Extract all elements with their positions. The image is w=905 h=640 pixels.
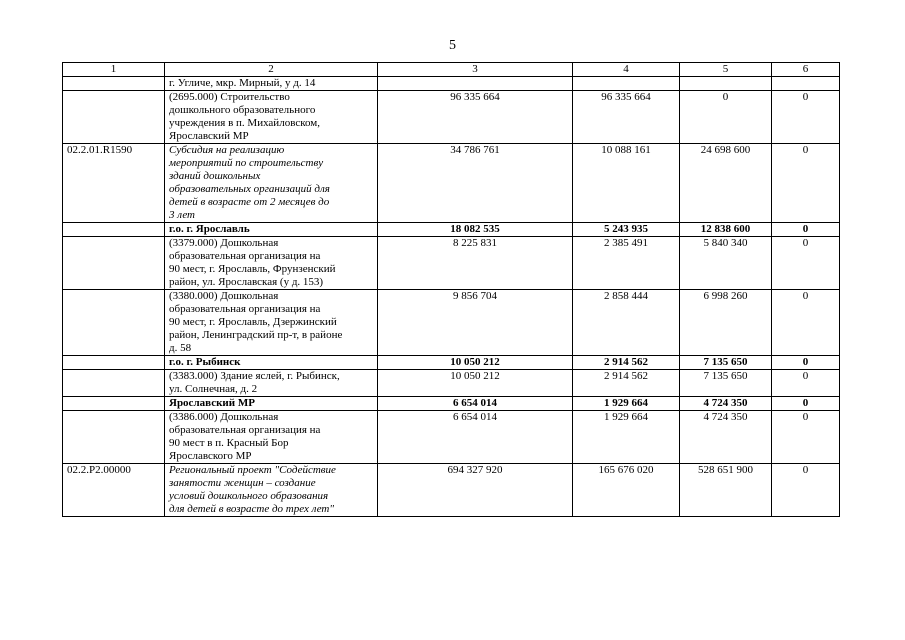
table-row: [63, 144, 840, 223]
description-cell: Региональный проект "Содействие занятости женщин – создание условий дошкольного образования для детей в возрасте до трех лет": [165, 464, 378, 517]
column-header: 6: [772, 63, 840, 77]
amount-regional-cell: 96 335 664: [573, 91, 680, 144]
code-cell: [63, 223, 165, 237]
budget-table: [62, 62, 840, 517]
code-cell: [63, 370, 165, 397]
amount-federal-cell: [680, 77, 772, 91]
amount-total-cell: 9 856 704: [378, 290, 573, 356]
amount-total-cell: 10 050 212: [378, 356, 573, 370]
amount-other-cell: 0: [772, 91, 840, 144]
table-row: [63, 77, 840, 91]
page-number: 5: [449, 38, 456, 53]
amount-federal-cell: 7 135 650: [680, 370, 772, 397]
amount-federal-cell: 6 998 260: [680, 290, 772, 356]
amount-other-cell: [772, 77, 840, 91]
amount-regional-cell: [573, 77, 680, 91]
table-row: [63, 223, 840, 237]
amount-other-cell: 0: [772, 237, 840, 290]
amount-total-cell: [378, 77, 573, 91]
description-cell: (3380.000) Дошкольная образовательная организация на 90 мест, г. Ярославль, Дзержинский район, Ленинградский пр-т, в районе д. 58: [165, 290, 378, 356]
amount-federal-cell: 528 651 900: [680, 464, 772, 517]
code-cell: 02.2.P2.00000: [63, 464, 165, 517]
amount-total-cell: 10 050 212: [378, 370, 573, 397]
amount-total-cell: 8 225 831: [378, 237, 573, 290]
amount-regional-cell: 1 929 664: [573, 397, 680, 411]
table-row: [63, 91, 840, 144]
amount-other-cell: 0: [772, 411, 840, 464]
amount-regional-cell: 2 914 562: [573, 370, 680, 397]
table-row: [63, 237, 840, 290]
amount-other-cell: 0: [772, 356, 840, 370]
amount-other-cell: 0: [772, 464, 840, 517]
description-cell: г.о. г. Рыбинск: [165, 356, 378, 370]
column-header: 3: [378, 63, 573, 77]
amount-total-cell: 6 654 014: [378, 411, 573, 464]
amount-federal-cell: 12 838 600: [680, 223, 772, 237]
amount-federal-cell: 7 135 650: [680, 356, 772, 370]
description-cell: г. Угличе, мкр. Мирный, у д. 14: [165, 77, 378, 91]
table-header-row: [63, 63, 840, 77]
code-cell: [63, 91, 165, 144]
amount-regional-cell: 5 243 935: [573, 223, 680, 237]
amount-federal-cell: 5 840 340: [680, 237, 772, 290]
amount-regional-cell: 2 914 562: [573, 356, 680, 370]
column-header: 4: [573, 63, 680, 77]
column-header: 1: [63, 63, 165, 77]
column-header: 2: [165, 63, 378, 77]
amount-regional-cell: 2 858 444: [573, 290, 680, 356]
code-cell: [63, 397, 165, 411]
description-cell: (3383.000) Здание яслей, г. Рыбинск, ул. Солнечная, д. 2: [165, 370, 378, 397]
code-cell: 02.2.01.R1590: [63, 144, 165, 223]
amount-other-cell: 0: [772, 223, 840, 237]
amount-federal-cell: 24 698 600: [680, 144, 772, 223]
amount-total-cell: 694 327 920: [378, 464, 573, 517]
amount-regional-cell: 2 385 491: [573, 237, 680, 290]
table-row: [63, 356, 840, 370]
table-row: [63, 397, 840, 411]
table-row: [63, 411, 840, 464]
amount-federal-cell: 4 724 350: [680, 397, 772, 411]
code-cell: [63, 77, 165, 91]
amount-total-cell: 34 786 761: [378, 144, 573, 223]
code-cell: [63, 411, 165, 464]
code-cell: [63, 356, 165, 370]
amount-other-cell: 0: [772, 144, 840, 223]
amount-total-cell: 6 654 014: [378, 397, 573, 411]
amount-other-cell: 0: [772, 290, 840, 356]
amount-federal-cell: 0: [680, 91, 772, 144]
amount-regional-cell: 165 676 020: [573, 464, 680, 517]
description-cell: (3379.000) Дошкольная образовательная организация на 90 мест, г. Ярославль, Фрунзенский район, ул. Ярославская (у д. 153): [165, 237, 378, 290]
description-cell: г.о. г. Ярославль: [165, 223, 378, 237]
amount-total-cell: 96 335 664: [378, 91, 573, 144]
amount-federal-cell: 4 724 350: [680, 411, 772, 464]
amount-total-cell: 18 082 535: [378, 223, 573, 237]
table-row: [63, 290, 840, 356]
amount-regional-cell: 1 929 664: [573, 411, 680, 464]
table-row: [63, 370, 840, 397]
description-cell: (2695.000) Строительство дошкольного образовательного учреждения в п. Михайловском, Ярославский МР: [165, 91, 378, 144]
description-cell: Ярославский МР: [165, 397, 378, 411]
amount-other-cell: 0: [772, 397, 840, 411]
description-cell: (3386.000) Дошкольная образовательная организация на 90 мест в п. Красный Бор Ярославского МР: [165, 411, 378, 464]
table-row: [63, 464, 840, 517]
code-cell: [63, 237, 165, 290]
amount-regional-cell: 10 088 161: [573, 144, 680, 223]
amount-other-cell: 0: [772, 370, 840, 397]
description-cell: Субсидия на реализацию мероприятий по строительству зданий дошкольных образовательных организаций для детей в возрасте от 2 месяцев до 3 лет: [165, 144, 378, 223]
column-header: 5: [680, 63, 772, 77]
code-cell: [63, 290, 165, 356]
